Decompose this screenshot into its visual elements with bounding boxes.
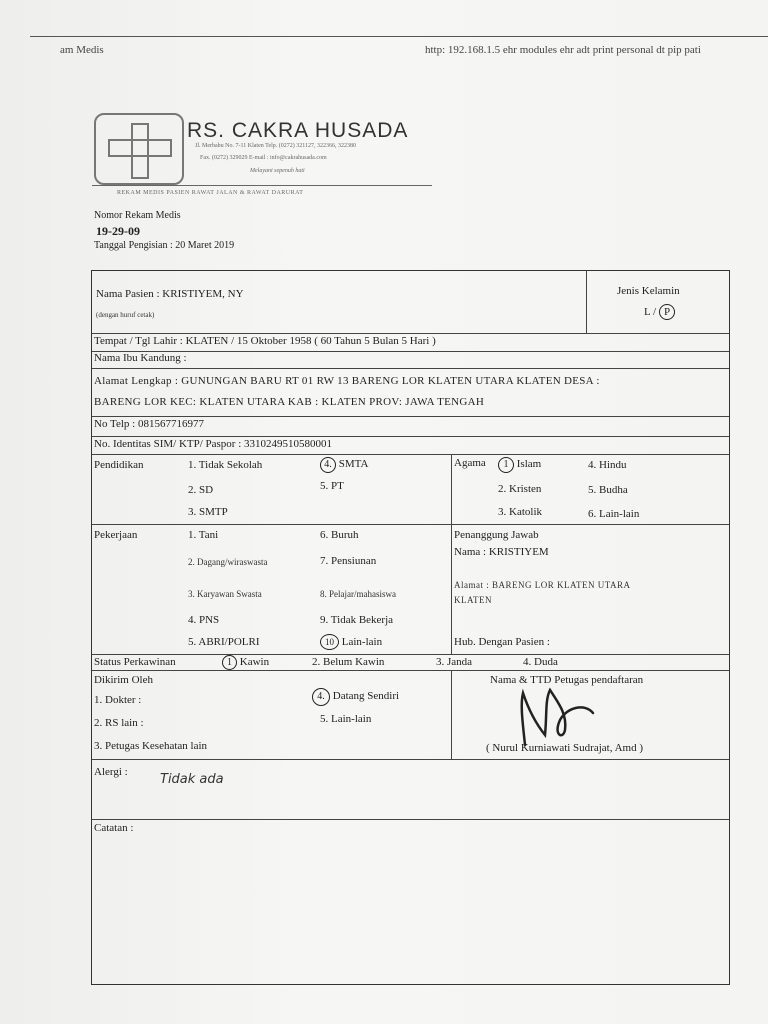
hospital-logo [94, 113, 184, 185]
religion-option-2: 2. Kristen [498, 483, 542, 495]
referral-option-4-label: Datang Sendiri [332, 690, 400, 702]
education-option-3: 3. SMTP [188, 506, 228, 518]
marital-option-4: 4. Duda [523, 656, 558, 668]
job-option-10 [320, 634, 382, 650]
fill-date: Tanggal Pengisian : 20 Maret 2019 [94, 240, 235, 251]
religion-option-3: 3. Katolik [498, 506, 542, 518]
job-selected-circle: 10 [320, 634, 339, 650]
patient-name-note: (dengan huruf cetak) [96, 311, 155, 319]
education-option-2: 2. SD [188, 484, 214, 496]
guardian-label: Penanggung Jawab [454, 529, 539, 541]
religion-option-4: 4. Hindu [588, 459, 627, 471]
education-option-4 [320, 457, 368, 473]
job-option-7: 7. Pensiunan [320, 555, 377, 567]
gender-label: Jenis Kelamin [617, 285, 680, 297]
job-option-2: 2. Dagang/wiraswasta [188, 557, 268, 567]
religion-selected-circle: 1 [498, 457, 514, 473]
marital-selected-circle: 1 [222, 655, 237, 670]
registrar-signature [505, 685, 615, 750]
patient-name: Nama Pasien : KRISTIYEM, NY [96, 288, 244, 300]
gender-option-l: L / [644, 306, 657, 318]
record-label: Nomor Rekam Medis [94, 210, 181, 221]
referral-selected-circle: 4. [312, 688, 330, 706]
marital-option-1 [222, 655, 269, 670]
hospital-contact: Fax. (0272) 329029 E-mail : info@cakrahusada.com [200, 155, 327, 161]
referral-option-3: 3. Petugas Kesehatan lain [94, 740, 208, 752]
religion-option-6: 6. Lain-lain [588, 508, 640, 520]
address-line-1: Alamat Lengkap : GUNUNGAN BARU RT 01 RW 13 BARENG LOR KLATEN UTARA KLATEN DESA : [94, 375, 600, 387]
religion-option-1 [498, 457, 541, 473]
form-title: REKAM MEDIS PASIEN RAWAT JALAN & RAWAT DARURAT [117, 190, 304, 196]
address-line-2: BARENG LOR KEC: KLATEN UTARA KAB : KLATEN PROV: JAWA TENGAH [94, 396, 485, 408]
job-option-8: 8. Pelajar/mahasiswa [320, 589, 396, 599]
guardian-name: Nama : KRISTIYEM [454, 546, 549, 558]
hospital-address: Jl. Merbabu No. 7-11 Klaten Telp. (0272) 321127, 322366, 322380 [195, 143, 357, 149]
education-option-1: 1. Tidak Sekolah [188, 459, 263, 471]
education-option-5: 5. PT [320, 480, 344, 492]
notes-label: Catatan : [94, 822, 134, 834]
referral-label: Dikirim Oleh [94, 674, 153, 686]
job-option-3: 3. Karyawan Swasta [188, 589, 262, 599]
marital-option-2: 2. Belum Kawin [312, 656, 385, 668]
guardian-address-2: KLATEN [454, 595, 492, 605]
education-label: Pendidikan [94, 459, 144, 471]
logo-cross-horizontal [108, 139, 172, 157]
referral-option-4 [312, 688, 399, 706]
phone-number: No Telp : 081567716977 [94, 418, 204, 430]
identity-number: No. Identitas SIM/ KTP/ Paspor : 3310249510580001 [94, 438, 333, 450]
gender-selected-circle: P [659, 304, 675, 320]
header-divider [30, 36, 768, 37]
job-option-10-label: Lain-lain [341, 636, 383, 648]
job-label: Pekerjaan [94, 529, 138, 541]
marital-option-1-label: Kawin [239, 656, 270, 668]
gender-option-p [659, 304, 675, 320]
hospital-tagline: Melayani sepenuh hati [250, 168, 305, 174]
registrar-name: ( Nurul Kurniawati Sudrajat, Amd ) [486, 742, 644, 754]
hospital-name: RS. CAKRA HUSADA [187, 119, 409, 142]
job-option-5: 5. ABRI/POLRI [188, 636, 260, 648]
referral-option-5: 5. Lain-lain [320, 713, 372, 725]
education-option-4-label: SMTA [338, 458, 369, 470]
job-option-9: 9. Tidak Bekerja [320, 614, 394, 626]
referral-option-1: 1. Dokter : [94, 694, 142, 706]
print-header-url: http: 192.168.1.5 ehr modules ehr adt print personal dt pip pati [425, 44, 701, 56]
religion-label: Agama [454, 457, 486, 469]
record-number: 19-29-09 [96, 224, 140, 238]
job-option-4: 4. PNS [188, 614, 220, 626]
marital-option-3: 3. Janda [436, 656, 473, 668]
allergy-value: Tidak ada [160, 772, 224, 787]
birth-info: Tempat / Tgl Lahir : KLATEN / 15 Oktober 1958 ( 60 Tahun 5 Bulan 5 Hari ) [94, 335, 436, 347]
print-header-left: am Medis [60, 44, 104, 56]
mother-name: Nama Ibu Kandung : [94, 352, 187, 364]
guardian-relation: Hub. Dengan Pasien : [454, 636, 550, 648]
job-option-6: 6. Buruh [320, 529, 359, 541]
referral-option-2: 2. RS lain : [94, 717, 144, 729]
guardian-address-1: Alamat : BARENG LOR KLATEN UTARA [454, 580, 631, 590]
letterhead-line [92, 185, 432, 186]
allergy-label: Alergi : [94, 766, 128, 778]
registrar-label: Nama & TTD Petugas pendaftaran [490, 674, 644, 686]
education-selected-circle: 4. [320, 457, 336, 473]
job-option-1: 1. Tani [188, 529, 219, 541]
religion-option-5: 5. Budha [588, 484, 628, 496]
marital-label: Status Perkawinan [94, 656, 176, 668]
religion-option-1-label: Islam [516, 458, 542, 470]
